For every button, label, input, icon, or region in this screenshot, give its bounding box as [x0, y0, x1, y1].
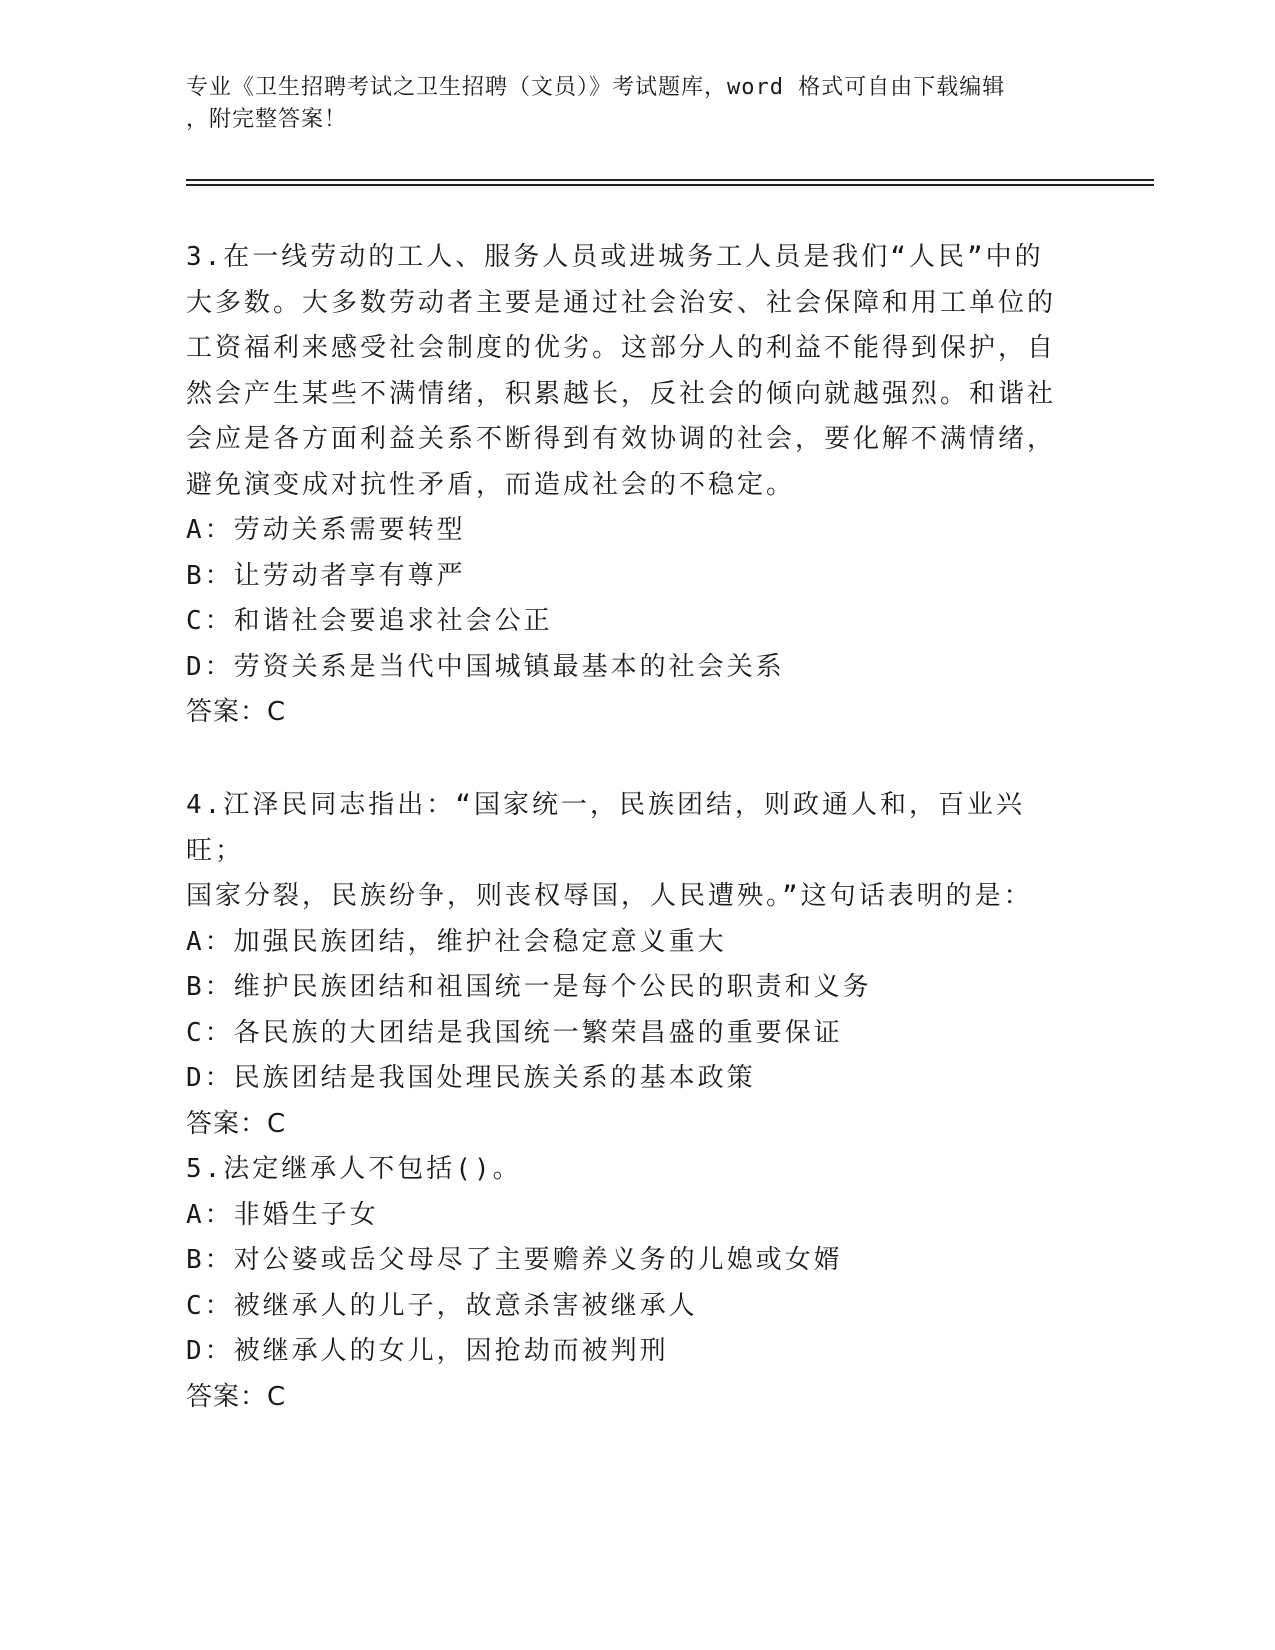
option-c: C：和谐社会要追求社会公正: [186, 606, 553, 636]
question-3: [186, 235, 1066, 736]
option-c: C：各民族的大团结是我国统一繁荣昌盛的重要保证: [186, 1017, 843, 1048]
stem-line: 然会产生某些不满情绪，积累越长，反社会的倾向就越强烈。和谐社: [186, 378, 1057, 409]
question-stem: [186, 235, 1066, 508]
option-b: B：让劳动者享有尊严: [186, 560, 466, 591]
stem-line: 会应是各方面利益关系不断得到有效协调的社会，要化解不满情绪，: [186, 424, 1057, 454]
document-header: [186, 72, 1086, 136]
question-stem: [186, 783, 1066, 920]
option-d: D：民族团结是我国处理民族关系的基本政策: [186, 1063, 756, 1093]
header-rule-top: [186, 179, 1154, 181]
question-4: [186, 783, 1066, 1147]
stem-line: 国家分裂，民族纷争，则丧权辱国，人民遭殃。”这句话表明的是：: [186, 881, 1033, 911]
stem-line: 工资福利来感受社会制度的优劣。这部分人的利益不能得到保护，自: [186, 333, 1057, 363]
option-a: A：劳动关系需要转型: [186, 515, 466, 545]
answer-text: 答案：C: [186, 697, 287, 727]
answer-text: 答案：C: [186, 1381, 287, 1412]
question-5: [186, 1147, 1066, 1420]
stem-line: 5.法定继承人不包括()。: [186, 1154, 522, 1184]
option-b: B：维护民族团结和祖国统一是每个公民的职责和义务: [186, 972, 872, 1002]
header-rule-bottom: [186, 184, 1154, 186]
option-a: A：加强民族团结，维护社会稳定意义重大: [186, 926, 727, 957]
option-a: A：非婚生子女: [186, 1199, 379, 1230]
option-c: C：被继承人的儿子，故意杀害被继承人: [186, 1290, 698, 1321]
option-d: D：劳资关系是当代中国城镇最基本的社会关系: [186, 651, 785, 682]
answer-text: 答案：C: [186, 1108, 287, 1139]
stem-line: 4.江泽民同志指出：“国家统一，民族团结，则政通人和，百业兴旺；: [186, 790, 1025, 866]
header-line-2: ，附完整答案！: [186, 107, 348, 132]
option-b: B：对公婆或岳父母尽了主要赡养义务的儿媳或女婿: [186, 1245, 843, 1275]
stem-line: 避免演变成对抗性矛盾，而造成社会的不稳定。: [186, 469, 796, 500]
stem-line: 大多数。大多数劳动者主要是通过社会治安、社会保障和用工单位的: [186, 287, 1057, 318]
option-d: D：被继承人的女儿，因抢劫而被判刑: [186, 1336, 669, 1366]
stem-line: 3.在一线劳动的工人、服务人员或进城务工人员是我们“人民”中的: [186, 242, 1044, 272]
question-stem: [186, 1147, 1066, 1193]
header-line-1: 专业《卫生招聘考试之卫生招聘（文员）》考试题库，word 格式可自由下载编辑: [186, 75, 1006, 100]
